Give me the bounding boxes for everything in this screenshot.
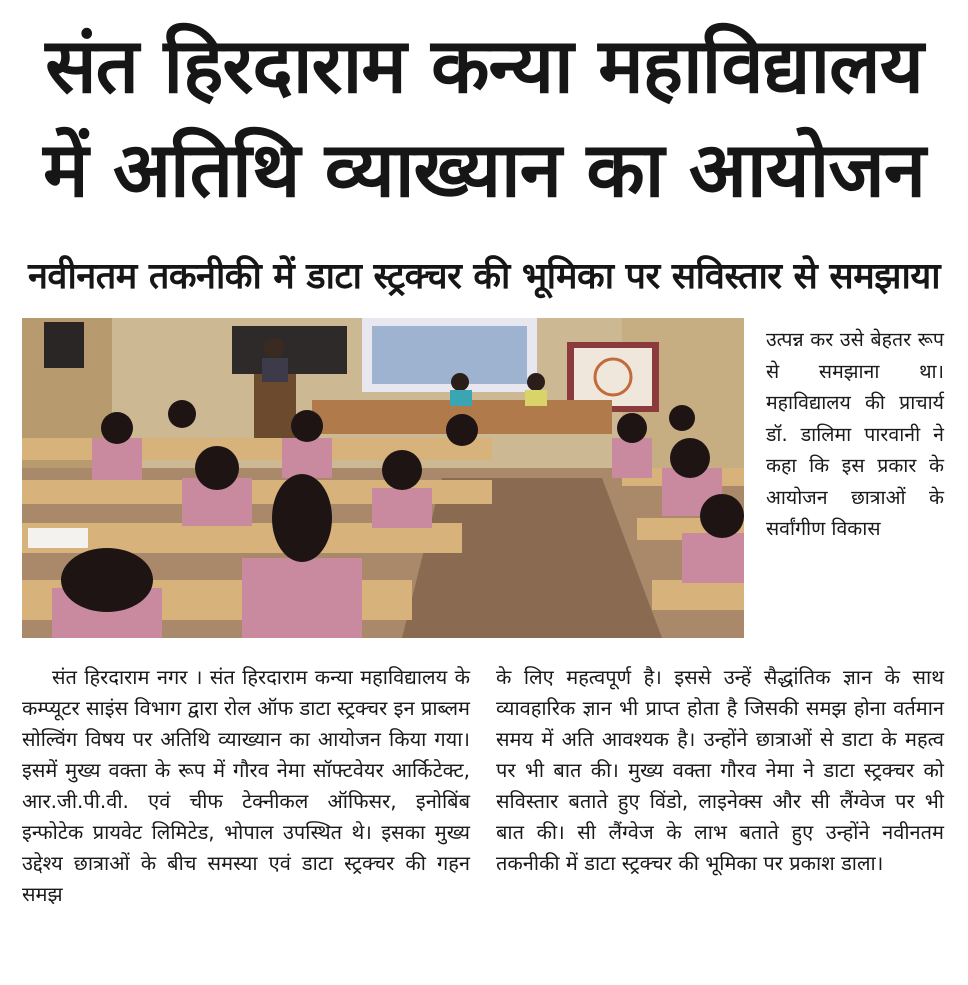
article-side-column bbox=[766, 324, 944, 545]
classroom-lecture-photo bbox=[22, 318, 744, 638]
headline-line-2: में अतिथि व्याख्यान का आयोजन bbox=[43, 125, 925, 214]
left-column-body: संत हिरदाराम नगर । संत हिरदाराम कन्या महाविद्यालय के कम्प्यूटर साइंस विभाग द्वारा रोल ऑफ डाटा स्ट्रक्चर इन प्राब्लम सोल्विंग विषय पर अतिथि व्याख्यान का आयोजन किया गया। इसमें मुख्य वक्ता के रूप में गौरव नेमा सॉफ्टवेयर आर्किटेक्ट, आर.जी.पी.वी. एवं चीफ टेक्नीकल ऑफिसर, इनोबिंब इन्फोटेक प्रायवेट लिमिटेड, भोपाल उपस्थित थे। इसका मुख्य उद्देश्य छात्राओं के बीच समस्या एवं डाटा स्ट्रक्चर की गहन समझ bbox=[22, 665, 470, 906]
article-right-column bbox=[496, 662, 944, 879]
left-column-text bbox=[22, 662, 470, 910]
article-left-column bbox=[22, 662, 470, 910]
right-column-text: के लिए महत्वपूर्ण है। इससे उन्हें सैद्धांतिक ज्ञान के साथ व्यावहारिक ज्ञान भी प्राप्त होता है जिसकी समझ होना वर्तमान समय में अति आवश्यक है। उन्होंने छात्राओं से डाटा के महत्व पर भी बात की। मुख्य वक्ता गौरव नेमा ने डाटा स्ट्रक्चर को सविस्तार बताते हुए विंडो, लाइनेक्स और सी लैंग्वेज पर भी बात की। सी लैंग्वेज के लाभ बताते हुए उन्होंने नवीनतम तकनीकी में डाटा स्ट्रक्चर की भूमिका पर प्रकाश डाला। bbox=[496, 665, 944, 875]
photo-illustration bbox=[22, 318, 744, 638]
headline-line-1: संत हिरदाराम कन्या महाविद्यालय bbox=[45, 21, 923, 110]
subheadline: नवीनतम तकनीकी में डाटा स्ट्रक्चर की भूमिका पर सविस्तार से समझाया bbox=[27, 256, 941, 297]
side-column-text: उत्पन्न कर उसे बेहतर रूप से समझाना था। महाविद्यालय की प्राचार्य डॉ. डालिमा पारवानी ने कहा कि इस प्रकार के आयोजन छात्राओं के सर्वांगीण विकास bbox=[766, 328, 944, 540]
